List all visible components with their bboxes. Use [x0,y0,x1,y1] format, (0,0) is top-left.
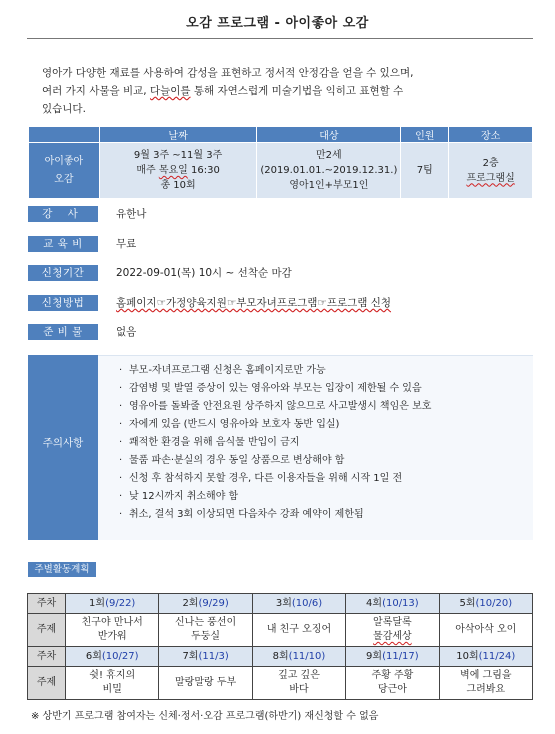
week-number: 5회 [459,597,476,609]
instructor-label: 강 사 [28,206,98,222]
header-date: 날짜 [99,127,257,143]
week-date: (11/17) [382,650,419,662]
notes-list [118,362,532,524]
notes-label: 주의사항 [42,437,84,449]
date-total: 총 10회 [160,180,196,191]
topic-cell [66,614,159,647]
topic-line: 알록달록 [373,617,412,628]
week-cell [346,594,439,614]
week-date: (9/22) [105,597,136,609]
note-item: · 신청 후 참석하지 못할 경우, 다른 이용자들을 위해 시작 1일 전 [118,470,532,488]
header-place: 장소 [449,127,533,143]
schedule-label: 주별활동계획 [28,562,96,577]
note-item: · 취소, 결석 3회 이상되면 다음차수 강좌 예약이 제한됨 [118,506,532,524]
note-item-continued [118,488,532,506]
note-item: · 부모-자녀프로그램 신청은 홈페이지로만 가능 [118,362,532,380]
instructor-value: 유한나 [116,208,147,220]
week-number: 7회 [182,650,199,662]
topic-line: 반가워 [97,631,127,642]
week-cell [439,647,532,667]
target-cell [257,143,401,199]
program-name-cell [29,143,100,199]
topic-line: 아삭아삭 오이 [455,624,517,635]
count-cell: 7팀 [401,143,449,199]
header-count: 인원 [401,127,449,143]
date-time [102,163,255,178]
target-age: 만2세 [316,150,342,161]
topic-line: 두둥실 [191,631,221,642]
topic-line: 내 친구 오징어 [266,624,332,635]
period-label: 신청기간 [28,265,98,281]
title-divider [27,38,533,39]
topic-line: 벽에 그림을 [460,670,512,681]
fee-label: 교 육 비 [28,236,98,252]
topic-line: 신나는 풍선이 [175,617,237,628]
topic-row-header: 주제 [28,614,66,647]
header-empty [29,127,100,143]
topic-cell [66,667,159,700]
program-table [28,126,533,199]
topic-cell [439,667,532,700]
intro-line: 영아가 다양한 재료를 사용하여 감성을 표현하고 정서적 안정감을 얻을 수 있으며, [42,67,414,79]
footnote: ※ 상반기 프로그램 참여자는 신체·정서·오감 프로그램(하반기) 재신청할 수 없음 [31,711,379,722]
topic-row-header: 주제 [28,667,66,700]
method-label: 신청방법 [28,295,98,311]
week-number: 6회 [85,650,102,662]
topic-line: 친구야 만나서 [81,617,143,628]
date-text: 16:30 [187,165,220,176]
week-cell [159,647,252,667]
supplies-value: 없음 [116,326,137,338]
topic-line: 말랑말랑 두부 [175,677,237,688]
date-text: 매주 [136,165,159,176]
topic-line: 바다 [289,684,309,695]
supplies-label: 준 비 물 [28,324,98,340]
header-target: 대상 [257,127,401,143]
week-date: (11/10) [288,650,326,662]
program-name: 오감 [54,173,74,185]
week-row-header: 주차 [28,647,66,667]
note-item: · 물품 파손·분실의 경우 동일 상품으로 변상해야 함 [118,452,532,470]
topic-line: 당근아 [377,684,407,695]
week-number: 10회 [456,650,479,662]
note-item: · 영유아를 돌봐줄 안전요원 상주하지 않으므로 사고발생시 책임은 보호 [118,398,532,416]
week-date: (11/3) [198,650,229,662]
week-cell [439,594,532,614]
date-weekday: 목요일 [158,165,188,176]
topic-cell [252,667,345,700]
intro-paragraph [42,64,520,118]
week-number: 3회 [275,597,292,609]
topic-line: 깊고 깊은 [278,670,320,681]
week-cell [346,647,439,667]
note-text: 자에게 있음 (반드시 영유아와 보호자 동반 입실) [129,419,340,430]
week-cell [66,594,159,614]
topic-cell [439,614,532,647]
fee-value: 무료 [116,238,137,250]
week-number: 1회 [89,597,106,609]
period-value: 2022-09-01(목) 10시 ~ 선착순 마감 [116,267,292,279]
week-date: (10/27) [101,650,139,662]
note-item: · 감염병 및 발열 증상이 있는 영유아와 부모는 입장이 제한될 수 있음 [118,380,532,398]
week-date: (10/13) [382,597,419,609]
place-room: 프로그램실 [466,172,515,184]
notes-label-block [28,355,98,540]
topic-cell [346,614,439,647]
week-date: (10/6) [291,597,323,609]
topic-cell [159,667,252,700]
page-title: 오감 프로그램 - 아이좋아 오감 [186,16,369,31]
intro-text: 통해 자연스럽게 미술기법을 익히고 표현할 수 [190,85,404,97]
week-date: (11/24) [478,650,516,662]
week-cell [159,594,252,614]
week-date: (10/20) [475,597,513,609]
note-text: 낮 12시까지 취소해야 함 [129,491,239,502]
schedule-table [27,593,533,700]
week-cell [252,647,345,667]
week-number: 4회 [366,597,383,609]
topic-line: 주황 주황 [371,670,414,681]
topic-cell [252,614,345,647]
topic-line: 쉿! 휴지의 [89,670,136,681]
method-value: 홈페이지☞가정양육지원☞부모자녀프로그램☞프로그램 신청 [116,297,392,309]
week-row-header: 주차 [28,594,66,614]
note-item-continued [118,416,532,434]
date-range: 9월 3주 ~11월 3주 [133,150,223,161]
week-number: 8회 [272,650,289,662]
week-cell [252,594,345,614]
place-cell [449,143,533,199]
program-name: 아이좋아 [44,155,84,167]
topic-cell [346,667,439,700]
topic-line: 그려봐요 [466,684,506,695]
target-birth-range: (2019.01.01.~2019.12.31.) [260,165,398,176]
topic-line: 물감세상 [373,631,412,642]
target-composition: 영아1인+부모1인 [289,180,369,191]
intro-text: 다늘이를 [149,85,191,97]
week-number: 2회 [182,597,199,609]
intro-text: 여러 가지 사물을 비교, [42,85,150,97]
date-cell [99,143,257,199]
intro-line [42,82,520,100]
intro-line: 있습니다. [42,103,86,115]
week-number: 9회 [366,650,383,662]
week-cell [66,647,159,667]
topic-line: 비밀 [102,684,122,695]
note-item: · 쾌적한 환경을 위해 음식물 반입이 금지 [118,434,532,452]
topic-cell [159,614,252,647]
place-floor: 2층 [482,157,499,169]
week-date: (9/29) [198,597,229,609]
